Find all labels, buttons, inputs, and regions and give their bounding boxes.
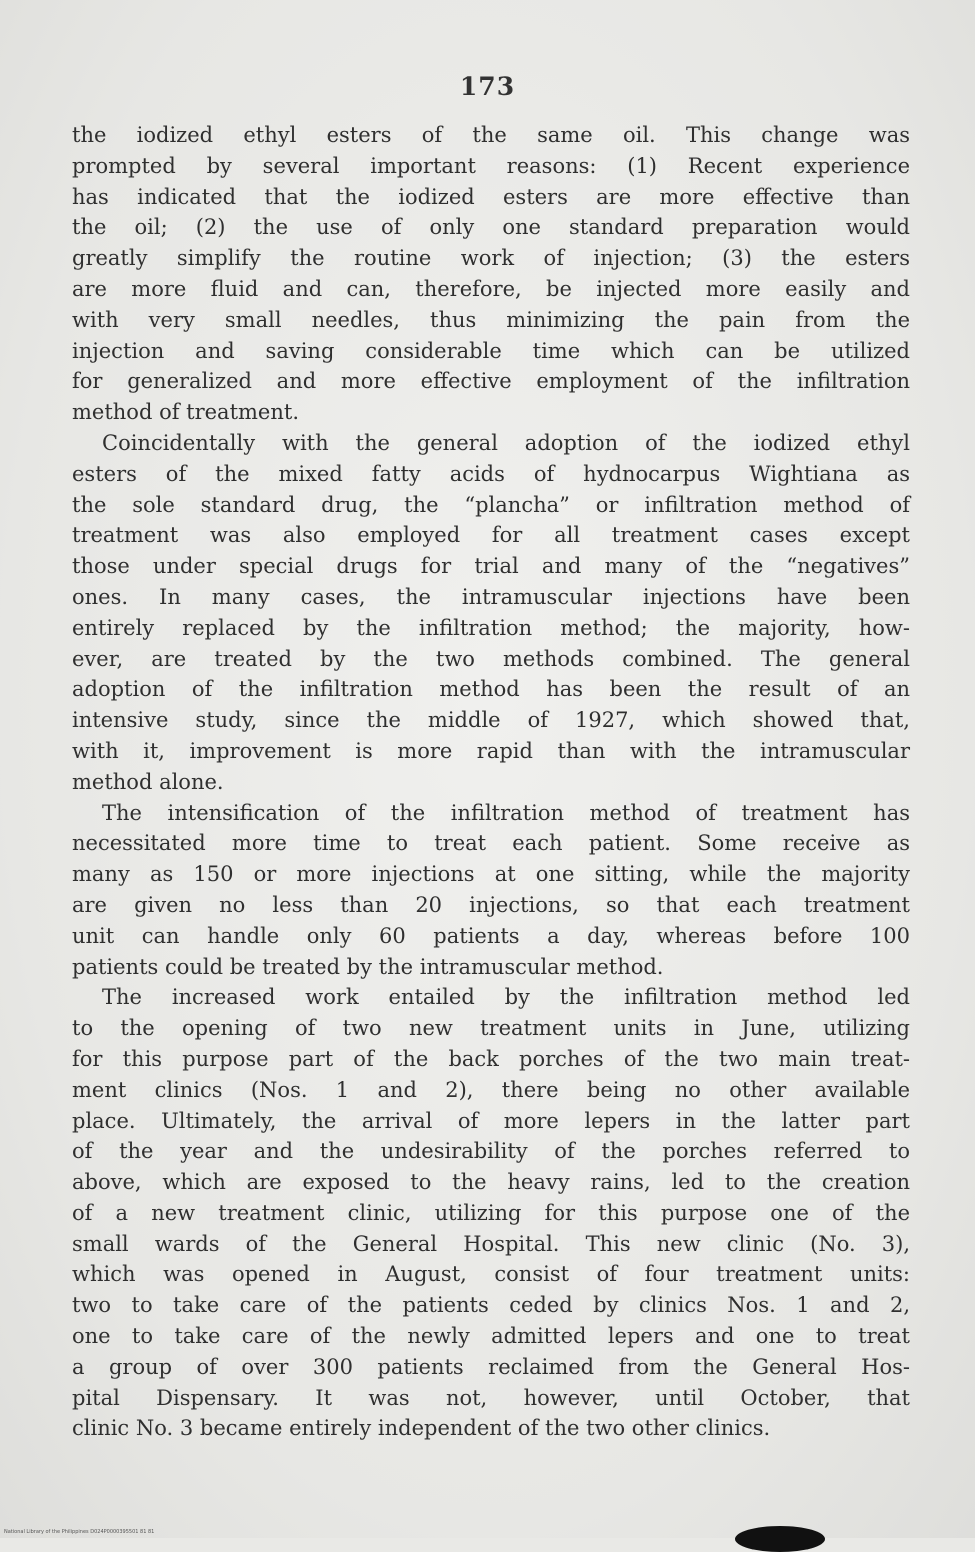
paragraph — [72, 798, 910, 983]
text-line: for generalized and more effective employment of the infiltration — [72, 369, 910, 394]
text-line: which was opened in August, consist of four treatment units: — [72, 1262, 910, 1287]
paragraph — [72, 428, 910, 798]
text-line: The intensification of the infiltration method of treatment has — [102, 800, 910, 825]
text-line: adoption of the infiltration method has been the result of an — [72, 677, 910, 702]
text-line: those under special drugs for trial and many of the “negatives” — [72, 554, 910, 579]
text-line: small wards of the General Hospital. This new clinic (No. 3), — [72, 1231, 910, 1256]
text-line: method of treatment. — [72, 400, 300, 425]
text-line: intensive study, since the middle of 1927, which showed that, — [72, 708, 910, 733]
text-line: a group of over 300 patients reclaimed from the General Hos- — [72, 1354, 910, 1379]
text-line: for this purpose part of the back porches of the two main treat- — [72, 1046, 910, 1071]
text-line: treatment was also employed for all treatment cases except — [72, 523, 910, 548]
text-line: the oil; (2) the use of only one standard preparation would — [72, 215, 910, 240]
text-line: the sole standard drug, the “plancha” or infiltration method of — [72, 492, 910, 517]
text-line: ones. In many cases, the intramuscular injections have been — [72, 584, 910, 609]
text-line: place. Ultimately, the arrival of more lepers in the latter part — [72, 1108, 910, 1133]
text-line: has indicated that the iodized esters are more effective than — [72, 184, 910, 209]
paragraph — [72, 120, 910, 428]
text-line: injection and saving considerable time which can be utilized — [72, 338, 910, 363]
paragraph — [72, 982, 910, 1444]
text-line: unit can handle only 60 patients a day, whereas before 100 — [72, 923, 910, 948]
text-line: patients could be treated by the intramuscular method. — [72, 954, 664, 979]
text-line: with it, improvement is more rapid than with the intramuscular — [72, 738, 910, 763]
text-line: pital Dispensary. It was not, however, until October, that — [72, 1385, 910, 1410]
body-text — [72, 120, 910, 1444]
text-line: many as 150 or more injections at one sitting, while the majority — [72, 862, 910, 887]
text-line: esters of the mixed fatty acids of hydnocarpus Wightiana as — [72, 461, 910, 486]
text-line: are given no less than 20 injections, so that each treatment — [72, 892, 910, 917]
scan-footer: National Library of the Philippines D024P0000395501 81 81 — [4, 1529, 155, 1535]
text-line: one to take care of the newly admitted lepers and one to treat — [72, 1324, 910, 1349]
text-line: prompted by several important reasons: (1) Recent experience — [72, 153, 910, 178]
text-line: two to take care of the patients ceded by clinics Nos. 1 and 2, — [72, 1293, 910, 1318]
text-line: the iodized ethyl esters of the same oil. This change was — [72, 123, 910, 147]
text-line: entirely replaced by the infiltration method; the majority, how- — [72, 615, 910, 640]
text-line: necessitated more time to treat each patient. Some receive as — [72, 831, 910, 856]
scan-shadow — [735, 1526, 825, 1552]
text-line: above, which are exposed to the heavy rains, led to the creation — [72, 1170, 910, 1195]
text-line: method alone. — [72, 769, 224, 794]
text-line: of the year and the undesirability of the porches referred to — [72, 1139, 910, 1164]
page-number: 173 — [459, 72, 516, 101]
text-line: of a new treatment clinic, utilizing for this purpose one of the — [72, 1200, 910, 1225]
text-line: ever, are treated by the two methods combined. The general — [72, 646, 910, 671]
text-line: with very small needles, thus minimizing the pain from the — [72, 307, 910, 332]
text-line: The increased work entailed by the infiltration method led — [102, 985, 910, 1010]
text-line: ment clinics (Nos. 1 and 2), there being no other available — [72, 1077, 910, 1102]
text-line: to the opening of two new treatment units in June, utilizing — [72, 1016, 910, 1041]
text-line: greatly simplify the routine work of injection; (3) the esters — [72, 246, 910, 271]
text-line: Coincidentally with the general adoption of the iodized ethyl — [102, 430, 910, 455]
text-line: are more fluid and can, therefore, be injected more easily and — [72, 276, 910, 301]
text-line: clinic No. 3 became entirely independent of the two other clinics. — [72, 1416, 771, 1441]
